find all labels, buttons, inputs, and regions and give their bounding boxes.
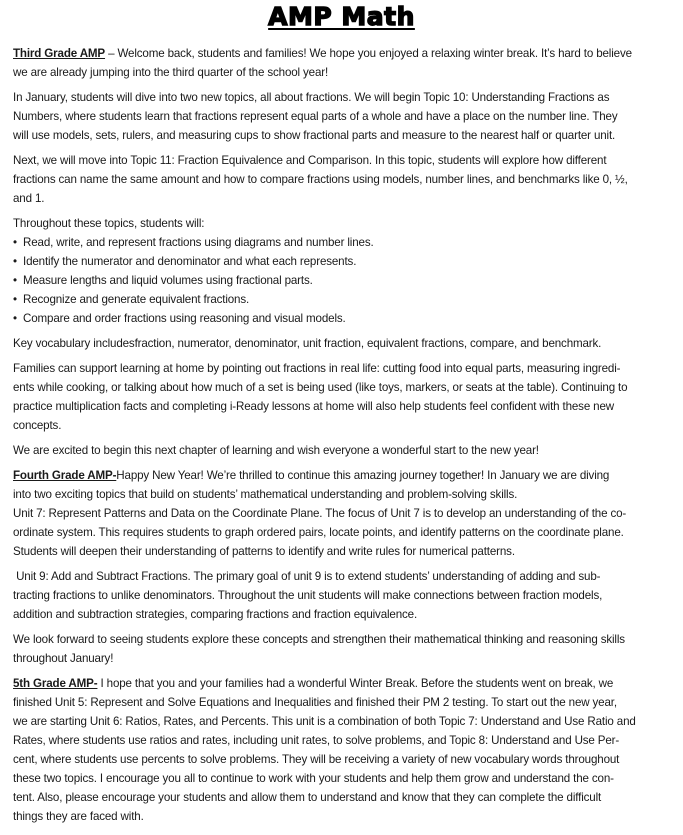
text-line: concepts.	[13, 419, 62, 432]
text-line: Next, we will move into Topic 11: Fraction Equivalence and Comparison. In this topic, students will explore how different	[13, 154, 607, 167]
text-line: We are excited to begin this next chapter of learning and wish everyone a wonderful start to the new year!	[13, 444, 539, 457]
third-grade-closing	[13, 441, 678, 460]
third-grade-families	[13, 359, 678, 435]
newsletter-content	[13, 44, 678, 832]
bullet-icon: •	[13, 236, 17, 249]
text-line	[13, 466, 678, 485]
fourth-grade-unit9	[13, 567, 678, 624]
fourth-grade-intro	[13, 466, 678, 561]
text-line: cent, where students use percents to solve problems. They will be receiving a variety of new vocabulary words throughout	[13, 753, 620, 766]
text-fragment: – Welcome back, students and families! We hope you enjoyed a relaxing winter break. It’s hard to believe	[105, 47, 632, 60]
third-grade-topic10	[13, 88, 678, 145]
text-line: In January, students will dive into two new topics, all about fractions. We will begin Topic 10: Understanding Fractions as	[13, 91, 610, 104]
fifth-grade-body	[13, 674, 678, 826]
third-grade-section	[13, 44, 678, 460]
list-item-text: Identify the numerator and denominator and what each represents.	[23, 255, 357, 268]
skills-list	[13, 233, 678, 328]
text-line: ents while cooking, or talking about how much of a set is being used (like toys, markers, or seats at the table). Continuing to	[13, 381, 628, 394]
third-grade-skills	[13, 214, 678, 328]
text-line: into two exciting topics that build on students’ mathematical understanding and problem-solving skills.	[13, 488, 518, 501]
text-line: things they are faced with.	[13, 810, 144, 823]
page-title-text: AMP Math	[268, 2, 415, 31]
text-line: Students will deepen their understanding of patterns to identify and write rules for numerical patterns.	[13, 545, 515, 558]
text-line: addition and subtraction strategies, comparing fractions and fraction equivalence.	[13, 608, 418, 621]
list-item-text: Measure lengths and liquid volumes using fractional parts.	[23, 274, 313, 287]
text-line: We look forward to seeing students explore these concepts and strengthen their mathematical thinking and reasoning skills	[13, 633, 625, 646]
list-item	[13, 233, 678, 252]
text-line: Unit 7: Represent Patterns and Data on the Coordinate Plane. The focus of Unit 7 is to develop an understanding of the co-	[13, 507, 627, 520]
fifth-grade-heading: 5th Grade AMP-	[13, 677, 98, 690]
text-line: we are starting Unit 6: Ratios, Rates, and Percents. This unit is a combination of both Topic 7: Understand and Use Ratio and	[13, 715, 636, 728]
text-line: practice multiplication facts and completing i-Ready lessons at home will also help students feel confident with these new	[13, 400, 615, 413]
text-line: finished Unit 5: Represent and Solve Equations and Inequalities and finished their PM 2 testing. To start out the new year,	[13, 696, 617, 709]
text-line: we are already jumping into the third quarter of the school year!	[13, 66, 329, 79]
bullet-icon: •	[13, 312, 17, 325]
list-item	[13, 271, 678, 290]
list-item	[13, 290, 678, 309]
third-grade-heading: Third Grade AMP	[13, 47, 106, 60]
text-line: will use models, sets, rulers, and measuring cups to show fractional parts and measure to the nearest half or quarter unit.	[13, 129, 616, 142]
page-title	[0, 2, 683, 32]
fourth-grade-heading: Fourth Grade AMP-	[13, 469, 117, 482]
list-item-text: Recognize and generate equivalent fractions.	[23, 293, 250, 306]
text-fragment: I hope that you and your families had a wonderful Winter Break. Before the students went on break, we	[97, 677, 614, 690]
text-line: ordinate system. This requires students to graph ordered pairs, locate points, and identify patterns on the coordinate plane.	[13, 526, 624, 539]
text-line: these two topics. I encourage you all to continue to work with your students and help them grow and understand the con-	[13, 772, 614, 785]
text-line	[13, 674, 678, 693]
bullet-icon: •	[13, 255, 17, 268]
text-line: Numbers, where students learn that fractions represent equal parts of a whole and have a place on the number line. They	[13, 110, 618, 123]
text-line	[13, 44, 678, 63]
fourth-grade-closing	[13, 630, 678, 668]
list-item-text: Compare and order fractions using reasoning and visual models.	[23, 312, 346, 325]
third-grade-intro	[13, 44, 678, 82]
text-line: and 1.	[13, 192, 45, 205]
text-fragment: Happy New Year! We’re thrilled to continue this amazing journey together! In January we are diving	[116, 469, 610, 482]
list-item	[13, 309, 678, 328]
text-line: tracting fractions to unlike denominators. Throughout the unit students will make connections between fraction models,	[13, 589, 603, 602]
third-grade-vocabulary	[13, 334, 678, 353]
text-line: tent. Also, please encourage your students and allow them to understand and know that they can complete the difficult	[13, 791, 602, 804]
bullet-icon: •	[13, 274, 17, 287]
skills-list-intro: Throughout these topics, students will:	[13, 217, 205, 230]
text-line: Unit 9: Add and Subtract Fractions. The primary goal of unit 9 is to extend students’ understanding of adding and sub-	[13, 570, 601, 583]
fourth-grade-section	[13, 466, 678, 668]
fifth-grade-section	[13, 674, 678, 826]
list-item	[13, 252, 678, 271]
third-grade-topic11	[13, 151, 678, 208]
list-item-text: Read, write, and represent fractions using diagrams and number lines.	[23, 236, 374, 249]
text-line: Families can support learning at home by pointing out fractions in real life: cutting food into equal parts, measuring ingredi-	[13, 362, 621, 375]
text-line: fractions can name the same amount and how to compare fractions using models, number lines, and benchmarks like 0, ½,	[13, 173, 628, 186]
text-line: throughout January!	[13, 652, 114, 665]
text-line: Rates, where students use ratios and rates, including unit rates, to solve problems, and Topic 8: Understand and Use Per-	[13, 734, 620, 747]
bullet-icon: •	[13, 293, 17, 306]
text-line: Key vocabulary includesfraction, numerator, denominator, unit fraction, equivalent fractions, compare, and benchmark.	[13, 337, 602, 350]
